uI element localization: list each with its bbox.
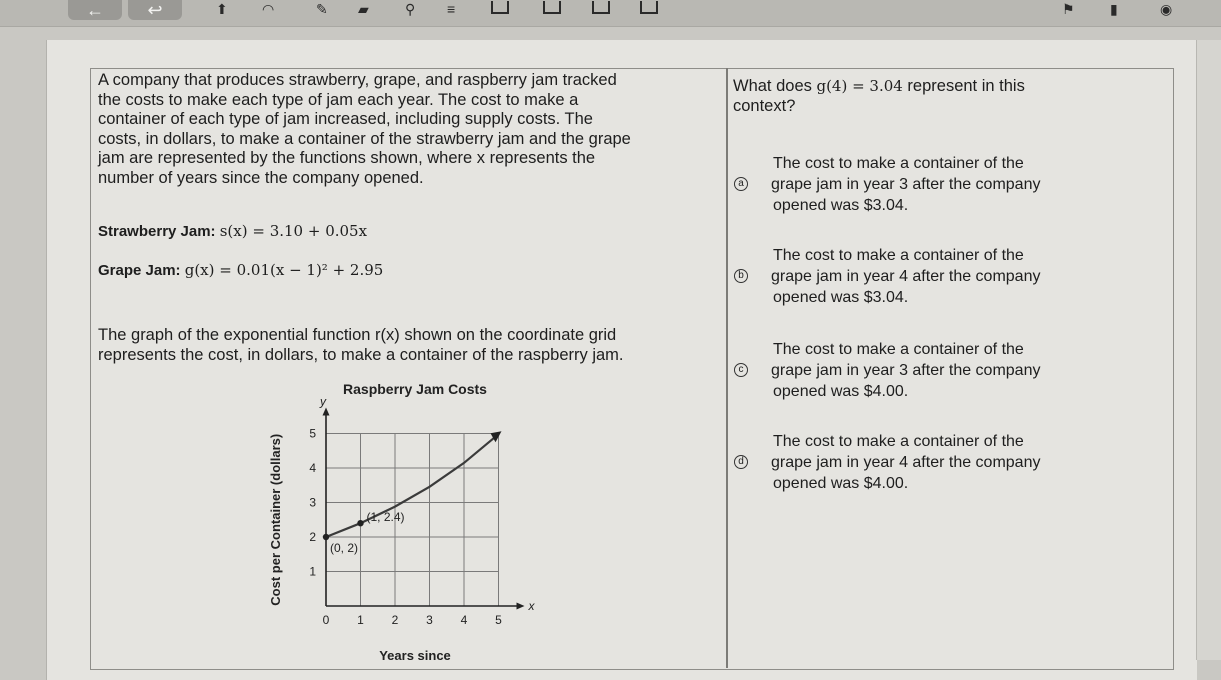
- question-area: [733, 76, 1153, 116]
- x-axis-arrow: [517, 603, 525, 610]
- data-point-label: (1, 2.4): [366, 510, 405, 525]
- x-axis-var: x: [528, 599, 535, 613]
- grape-equation: g(x) = 0.01(x − 1)² + 2.95: [184, 261, 384, 279]
- option-letter-circle[interactable]: c: [734, 363, 748, 377]
- chart-title: Raspberry Jam Costs: [343, 381, 487, 397]
- option-text-line: opened was $3.04.: [773, 289, 909, 306]
- image-icon[interactable]: [543, 1, 561, 14]
- strawberry-function: [98, 222, 367, 240]
- option-text-line: opened was $3.04.: [773, 197, 909, 214]
- raspberry-jam-chart: [250, 378, 550, 660]
- reference-icon[interactable]: [640, 1, 658, 14]
- flag-icon[interactable]: ⚑: [1062, 1, 1075, 17]
- column-divider: [726, 68, 728, 668]
- option-text-line: The cost to make a container of the: [773, 155, 1024, 172]
- y-tick-label: 4: [309, 461, 316, 475]
- question-text: [733, 76, 1153, 96]
- data-point: [323, 534, 329, 540]
- strawberry-equation: s(x) = 3.10 + 0.05x: [219, 222, 368, 240]
- x-tick-label: 2: [391, 613, 399, 627]
- option-text-line: grape jam in year 3 after the company: [771, 362, 1041, 379]
- option-text-line: grape jam in year 4 after the company: [771, 268, 1041, 285]
- text-icon[interactable]: ≡: [447, 1, 456, 17]
- y-tick-label: 5: [309, 426, 316, 441]
- intro-line: A company that produces strawberry, grape, and raspberry jam tracked: [98, 71, 617, 89]
- highlighter-icon[interactable]: ▰: [358, 1, 369, 17]
- problem-stem: [98, 71, 722, 189]
- y-axis-var: y: [320, 394, 326, 409]
- question-pre: What does: [733, 77, 812, 95]
- option-letter-circle[interactable]: b: [734, 269, 748, 283]
- x-tick-label: 4: [460, 613, 468, 627]
- raspberry-cost-curve: [326, 434, 499, 537]
- x-tick-label: 3: [426, 613, 433, 627]
- grape-function: [98, 261, 383, 279]
- bookmark-icon[interactable]: ▮: [1110, 1, 1118, 17]
- calculator-icon[interactable]: [491, 1, 509, 14]
- side-strip: [1196, 40, 1221, 660]
- intro-line: jam are represented by the functions shown, where x represents the: [98, 149, 596, 168]
- intro-line: container of each type of jam increased, including supply costs. The: [98, 110, 593, 129]
- option-letter-circle[interactable]: d: [734, 455, 748, 469]
- more-icon[interactable]: ◉: [1160, 1, 1173, 17]
- notes-icon[interactable]: [592, 1, 610, 14]
- y-tick-label: 1: [309, 564, 316, 579]
- y-axis-label: Cost per Container (dollars): [268, 433, 283, 606]
- pointer-icon[interactable]: ⬆: [216, 1, 228, 17]
- x-tick-label: 5: [495, 613, 502, 627]
- x-tick-label: 0: [322, 613, 330, 627]
- forward-arrow-icon: ↩: [147, 0, 163, 20]
- intro-line: the costs to make each type of jam each year. The cost to make a: [98, 90, 579, 109]
- grape-label: Grape Jam:: [98, 262, 181, 279]
- x-axis-label: Years since: [379, 648, 451, 660]
- pencil-icon[interactable]: ✎: [316, 1, 328, 17]
- option-text-line: opened was $4.00.: [773, 383, 909, 400]
- back-arrow-icon: ←: [86, 0, 104, 20]
- question-expression: g(4) = 3.04: [816, 77, 903, 95]
- y-axis-arrow: [323, 408, 330, 416]
- option-text-line: The cost to make a container of the: [773, 433, 1024, 450]
- graph-description: [98, 326, 722, 365]
- graph-intro-line: represents the cost, in dollars, to make a container of the raspberry jam.: [98, 345, 624, 364]
- y-tick-label: 2: [309, 530, 316, 544]
- option-letter-circle[interactable]: a: [734, 177, 748, 191]
- tool-bar: [0, 0, 1221, 27]
- magnifier-icon[interactable]: ⚲: [405, 1, 416, 17]
- y-tick-label: 3: [309, 495, 316, 510]
- option-text-line: The cost to make a container of the: [773, 341, 1024, 358]
- question-text-line2: context?: [733, 97, 796, 115]
- option-text-line: grape jam in year 4 after the company: [771, 454, 1041, 471]
- question-post: represent in this: [907, 77, 1025, 95]
- forward-button[interactable]: [128, 0, 182, 20]
- option-text-line: The cost to make a container of the: [773, 247, 1024, 264]
- intro-line: costs, in dollars, to make a container of the strawberry jam and the grape: [98, 129, 631, 148]
- graph-intro-line: The graph of the exponential function r(x) shown on the coordinate grid: [98, 326, 617, 344]
- eraser-icon[interactable]: ◠: [262, 1, 275, 17]
- x-tick-label: 1: [357, 613, 364, 627]
- data-point-label: (0, 2): [330, 541, 359, 555]
- back-button[interactable]: [68, 0, 122, 20]
- option-text-line: opened was $4.00.: [773, 475, 909, 492]
- option-text-line: grape jam in year 3 after the company: [771, 176, 1041, 193]
- data-point: [357, 520, 363, 526]
- intro-line: number of years since the company opened.: [98, 168, 424, 187]
- strawberry-label: Strawberry Jam:: [98, 223, 216, 240]
